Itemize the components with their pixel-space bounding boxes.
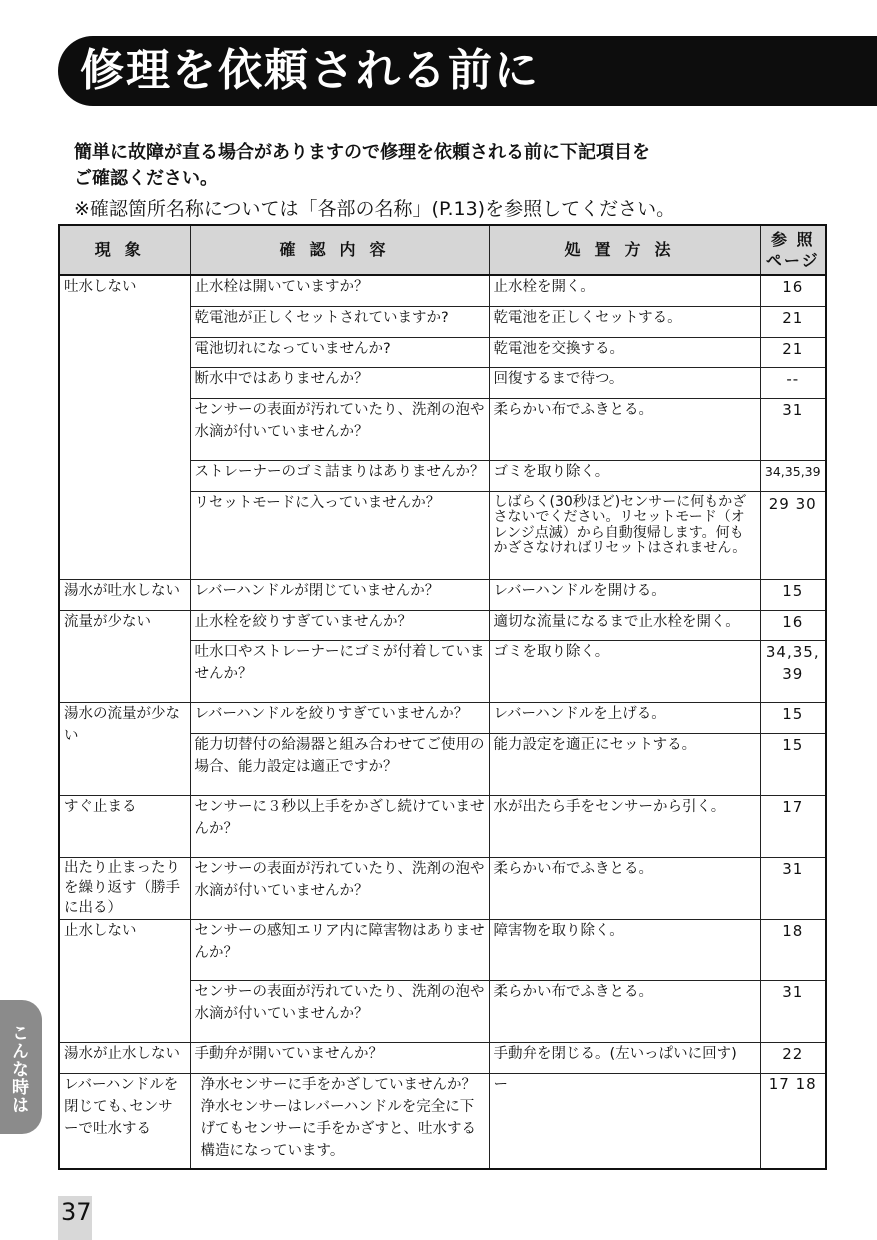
- action-cell: 止水栓を開く。: [489, 275, 760, 306]
- action-cell: 手動弁を閉じる。(左いっぱいに回す): [489, 1042, 760, 1073]
- table-row: [59, 857, 826, 919]
- symptom-cell: すぐ止まる: [59, 795, 190, 857]
- action-cell: ゴミを取り除く。: [489, 460, 760, 491]
- symptom-cell: 吐水しない: [59, 275, 190, 579]
- page-cell: 15: [760, 702, 826, 733]
- symptom-cell: 止水しない: [59, 919, 190, 1042]
- page-cell: 17: [760, 795, 826, 857]
- check-cell: 止水栓は開いていますか？: [190, 275, 489, 306]
- intro-line-1: 簡単に故障が直る場合がありますので修理を依頼される前に下記項目を: [74, 142, 650, 163]
- action-cell: 能力設定を適正にセットする。: [489, 733, 760, 795]
- action-cell: 乾電池を交換する。: [489, 337, 760, 367]
- check-cell: ストレーナーのゴミ詰まりはありませんか？: [190, 460, 489, 491]
- action-cell: 障害物を取り除く。: [489, 919, 760, 980]
- action-cell: ゴミを取り除く。: [489, 640, 760, 702]
- page-cell: --: [760, 367, 826, 398]
- action-cell: 柔らかい布でふきとる。: [489, 980, 760, 1042]
- page-cell: 21: [760, 337, 826, 367]
- section-side-tab: [0, 1000, 42, 1134]
- page-cell: 31: [760, 398, 826, 460]
- action-cell: 適切な流量になるまで止水栓を開く。: [489, 610, 760, 640]
- check-cell: センサーの表面が汚れていたり、洗剤の泡や水滴が付いていませんか？: [190, 857, 489, 919]
- intro-note: ※確認箇所名称については「各部の名称」(P.13)を参照してください。: [74, 198, 676, 220]
- header-check: 確認内容: [190, 225, 489, 275]
- check-cell: リセットモードに入っていませんか？: [190, 491, 489, 579]
- page-cell: 17 18: [760, 1073, 826, 1169]
- page-number-box: [58, 1196, 92, 1240]
- table-row: [59, 1042, 826, 1073]
- title-bar: [58, 36, 877, 106]
- intro-line-2: ご確認ください。: [74, 168, 218, 189]
- troubleshooting-table: [58, 224, 827, 1170]
- action-cell: 柔らかい布でふきとる。: [489, 398, 760, 460]
- check-cell: 乾電池が正しくセットされていますか?: [190, 306, 489, 337]
- symptom-cell: 出たり止まったりを繰り返す（勝手に出る）: [59, 857, 190, 919]
- action-cell: 回復するまで待つ。: [489, 367, 760, 398]
- check-cell: 電池切れになっていませんか?: [190, 337, 489, 367]
- symptom-cell: 湯水が吐水しない: [59, 579, 190, 610]
- check-cell: 浄水センサーに手をかざしていませんか？浄水センサーはレバーハンドルを完全に下げてもセンサーに手をかざすと、吐水する構造になっています。: [190, 1073, 489, 1169]
- page-cell: 29 30: [760, 491, 826, 579]
- header-symptom: 現象: [59, 225, 190, 275]
- table-row: [59, 795, 826, 857]
- check-cell: レバーハンドルが閉じていませんか？: [190, 579, 489, 610]
- page-cell: 18: [760, 919, 826, 980]
- page-cell: 22: [760, 1042, 826, 1073]
- action-cell: レバーハンドルを上げる。: [489, 702, 760, 733]
- check-cell: レバーハンドルを絞りすぎていませんか？: [190, 702, 489, 733]
- action-cell: 柔らかい布でふきとる。: [489, 857, 760, 919]
- page-cell: 15: [760, 579, 826, 610]
- page-cell: 16: [760, 610, 826, 640]
- page-number: 37: [61, 1198, 92, 1226]
- header-ref: 参 照 ページ: [760, 225, 826, 275]
- side-tab-label: こんな時は: [8, 1024, 28, 1114]
- check-cell: 吐水口やストレーナーにゴミが付着していませんか？: [190, 640, 489, 702]
- check-cell: 能力切替付の給湯器と組み合わせてご使用の場合、能力設定は適正ですか？: [190, 733, 489, 795]
- page-cell: 21: [760, 306, 826, 337]
- table-row: [59, 919, 826, 980]
- page-cell: 15: [760, 733, 826, 795]
- symptom-cell: 流量が少ない: [59, 610, 190, 702]
- intro: [74, 140, 864, 222]
- check-cell: 断水中ではありませんか？: [190, 367, 489, 398]
- page-cell: 31: [760, 857, 826, 919]
- table-header-row: [59, 225, 826, 275]
- check-cell: 止水栓を絞りすぎていませんか？: [190, 610, 489, 640]
- symptom-cell: 湯水が止水しない: [59, 1042, 190, 1073]
- action-cell: 水が出たら手をセンサーから引く。: [489, 795, 760, 857]
- table-row: [59, 610, 826, 640]
- table-row: [59, 579, 826, 610]
- check-cell: センサーの表面が汚れていたり、洗剤の泡や水滴が付いていませんか？: [190, 980, 489, 1042]
- page-cell: 31: [760, 980, 826, 1042]
- symptom-cell: 湯水の流量が少ない: [59, 702, 190, 795]
- action-cell: レバーハンドルを開ける。: [489, 579, 760, 610]
- table-row: [59, 1073, 826, 1169]
- page-cell: 16: [760, 275, 826, 306]
- page-title: 修理を依頼される前に: [80, 45, 540, 96]
- page-cell: 34,35, 39: [760, 640, 826, 702]
- check-cell: センサーの感知エリア内に障害物はありませんか？: [190, 919, 489, 980]
- action-cell: ー: [489, 1073, 760, 1169]
- check-cell: センサーの表面が汚れていたり、洗剤の泡や水滴が付いていませんか？: [190, 398, 489, 460]
- table-row: [59, 275, 826, 306]
- table-row: [59, 702, 826, 733]
- action-cell: しばらく(30秒ほど)センサーに何もかざさないでください。リセットモード（オレンジ点滅）から自動復帰します。何もかざさなければリセットはされません。: [489, 491, 760, 579]
- check-cell: 手動弁が開いていませんか？: [190, 1042, 489, 1073]
- action-cell: 乾電池を正しくセットする。: [489, 306, 760, 337]
- header-action: 処置方法: [489, 225, 760, 275]
- check-cell: センサーに３秒以上手をかざし続けていませんか？: [190, 795, 489, 857]
- page-cell: 34,35,39: [760, 460, 826, 491]
- symptom-cell: レバーハンドルを閉じても､センサーで吐水する: [59, 1073, 190, 1169]
